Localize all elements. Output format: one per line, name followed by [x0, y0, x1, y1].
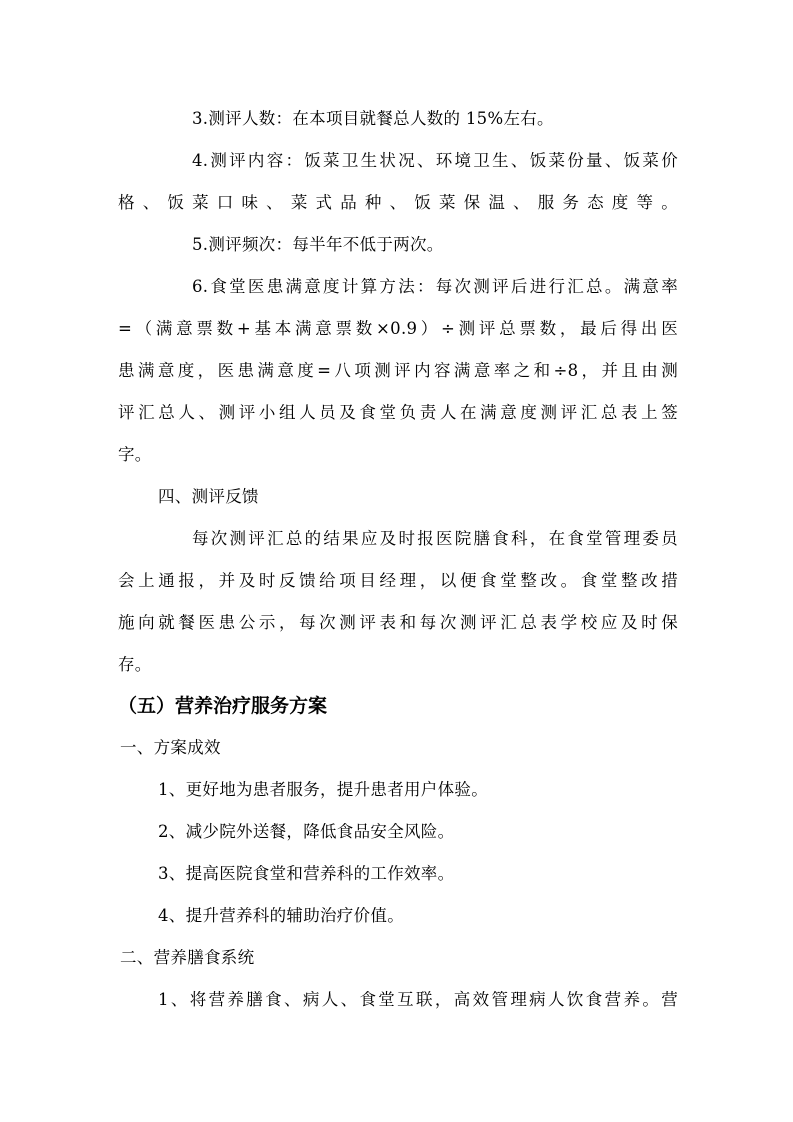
subsection-title: 四、测评反馈 [158, 487, 259, 506]
paragraph-line: 格、饭菜口味、菜式品种、饭菜保温、服务态度等。 [118, 193, 678, 212]
subsection-title: 二、营养膳食系统 [120, 948, 255, 967]
subsection-title: 一、方案成效 [120, 738, 221, 757]
paragraph-line: 存。 [118, 655, 152, 674]
list-item: 1、将营养膳食、病人、食堂互联，高效管理病人饮食营养。营 [158, 990, 678, 1009]
paragraph-line: 评汇总人、测评小组人员及食堂负责人在满意度测评汇总表上签 [118, 403, 678, 422]
paragraph-line: 患满意度，医患满意度=八项测评内容满意率之和÷8，并且由测 [118, 361, 678, 380]
paragraph-line: 5.测评频次：每半年不低于两次。 [192, 235, 444, 254]
section-heading: （五）营养治疗服务方案 [118, 695, 328, 717]
paragraph-line: 3.测评人数：在本项目就餐总人数的 15%左右。 [192, 109, 554, 128]
list-item: 3、提高医院食堂和营养科的工作效率。 [158, 864, 455, 883]
paragraph-line: 4.测评内容：饭菜卫生状况、环境卫生、饭菜份量、饭菜价 [192, 151, 678, 170]
paragraph-line: 每次测评汇总的结果应及时报医院膳食科，在食堂管理委员 [192, 529, 678, 548]
paragraph-line: 会上通报，并及时反馈给项目经理，以便食堂整改。食堂整改措 [118, 571, 678, 590]
list-item: 1、更好地为患者服务，提升患者用户体验。 [158, 780, 488, 799]
paragraph-line: =（满意票数+基本满意票数×0.9）÷测评总票数，最后得出医 [118, 319, 678, 338]
list-item: 2、减少院外送餐，降低食品安全风险。 [158, 822, 455, 841]
list-item: 4、提升营养科的辅助治疗价值。 [158, 906, 404, 925]
paragraph-line: 字。 [118, 445, 152, 464]
paragraph-line: 施向就餐医患公示，每次测评表和每次测评汇总表学校应及时保 [118, 613, 678, 632]
paragraph-line: 6.食堂医患满意度计算方法：每次测评后进行汇总。满意率 [192, 277, 678, 296]
